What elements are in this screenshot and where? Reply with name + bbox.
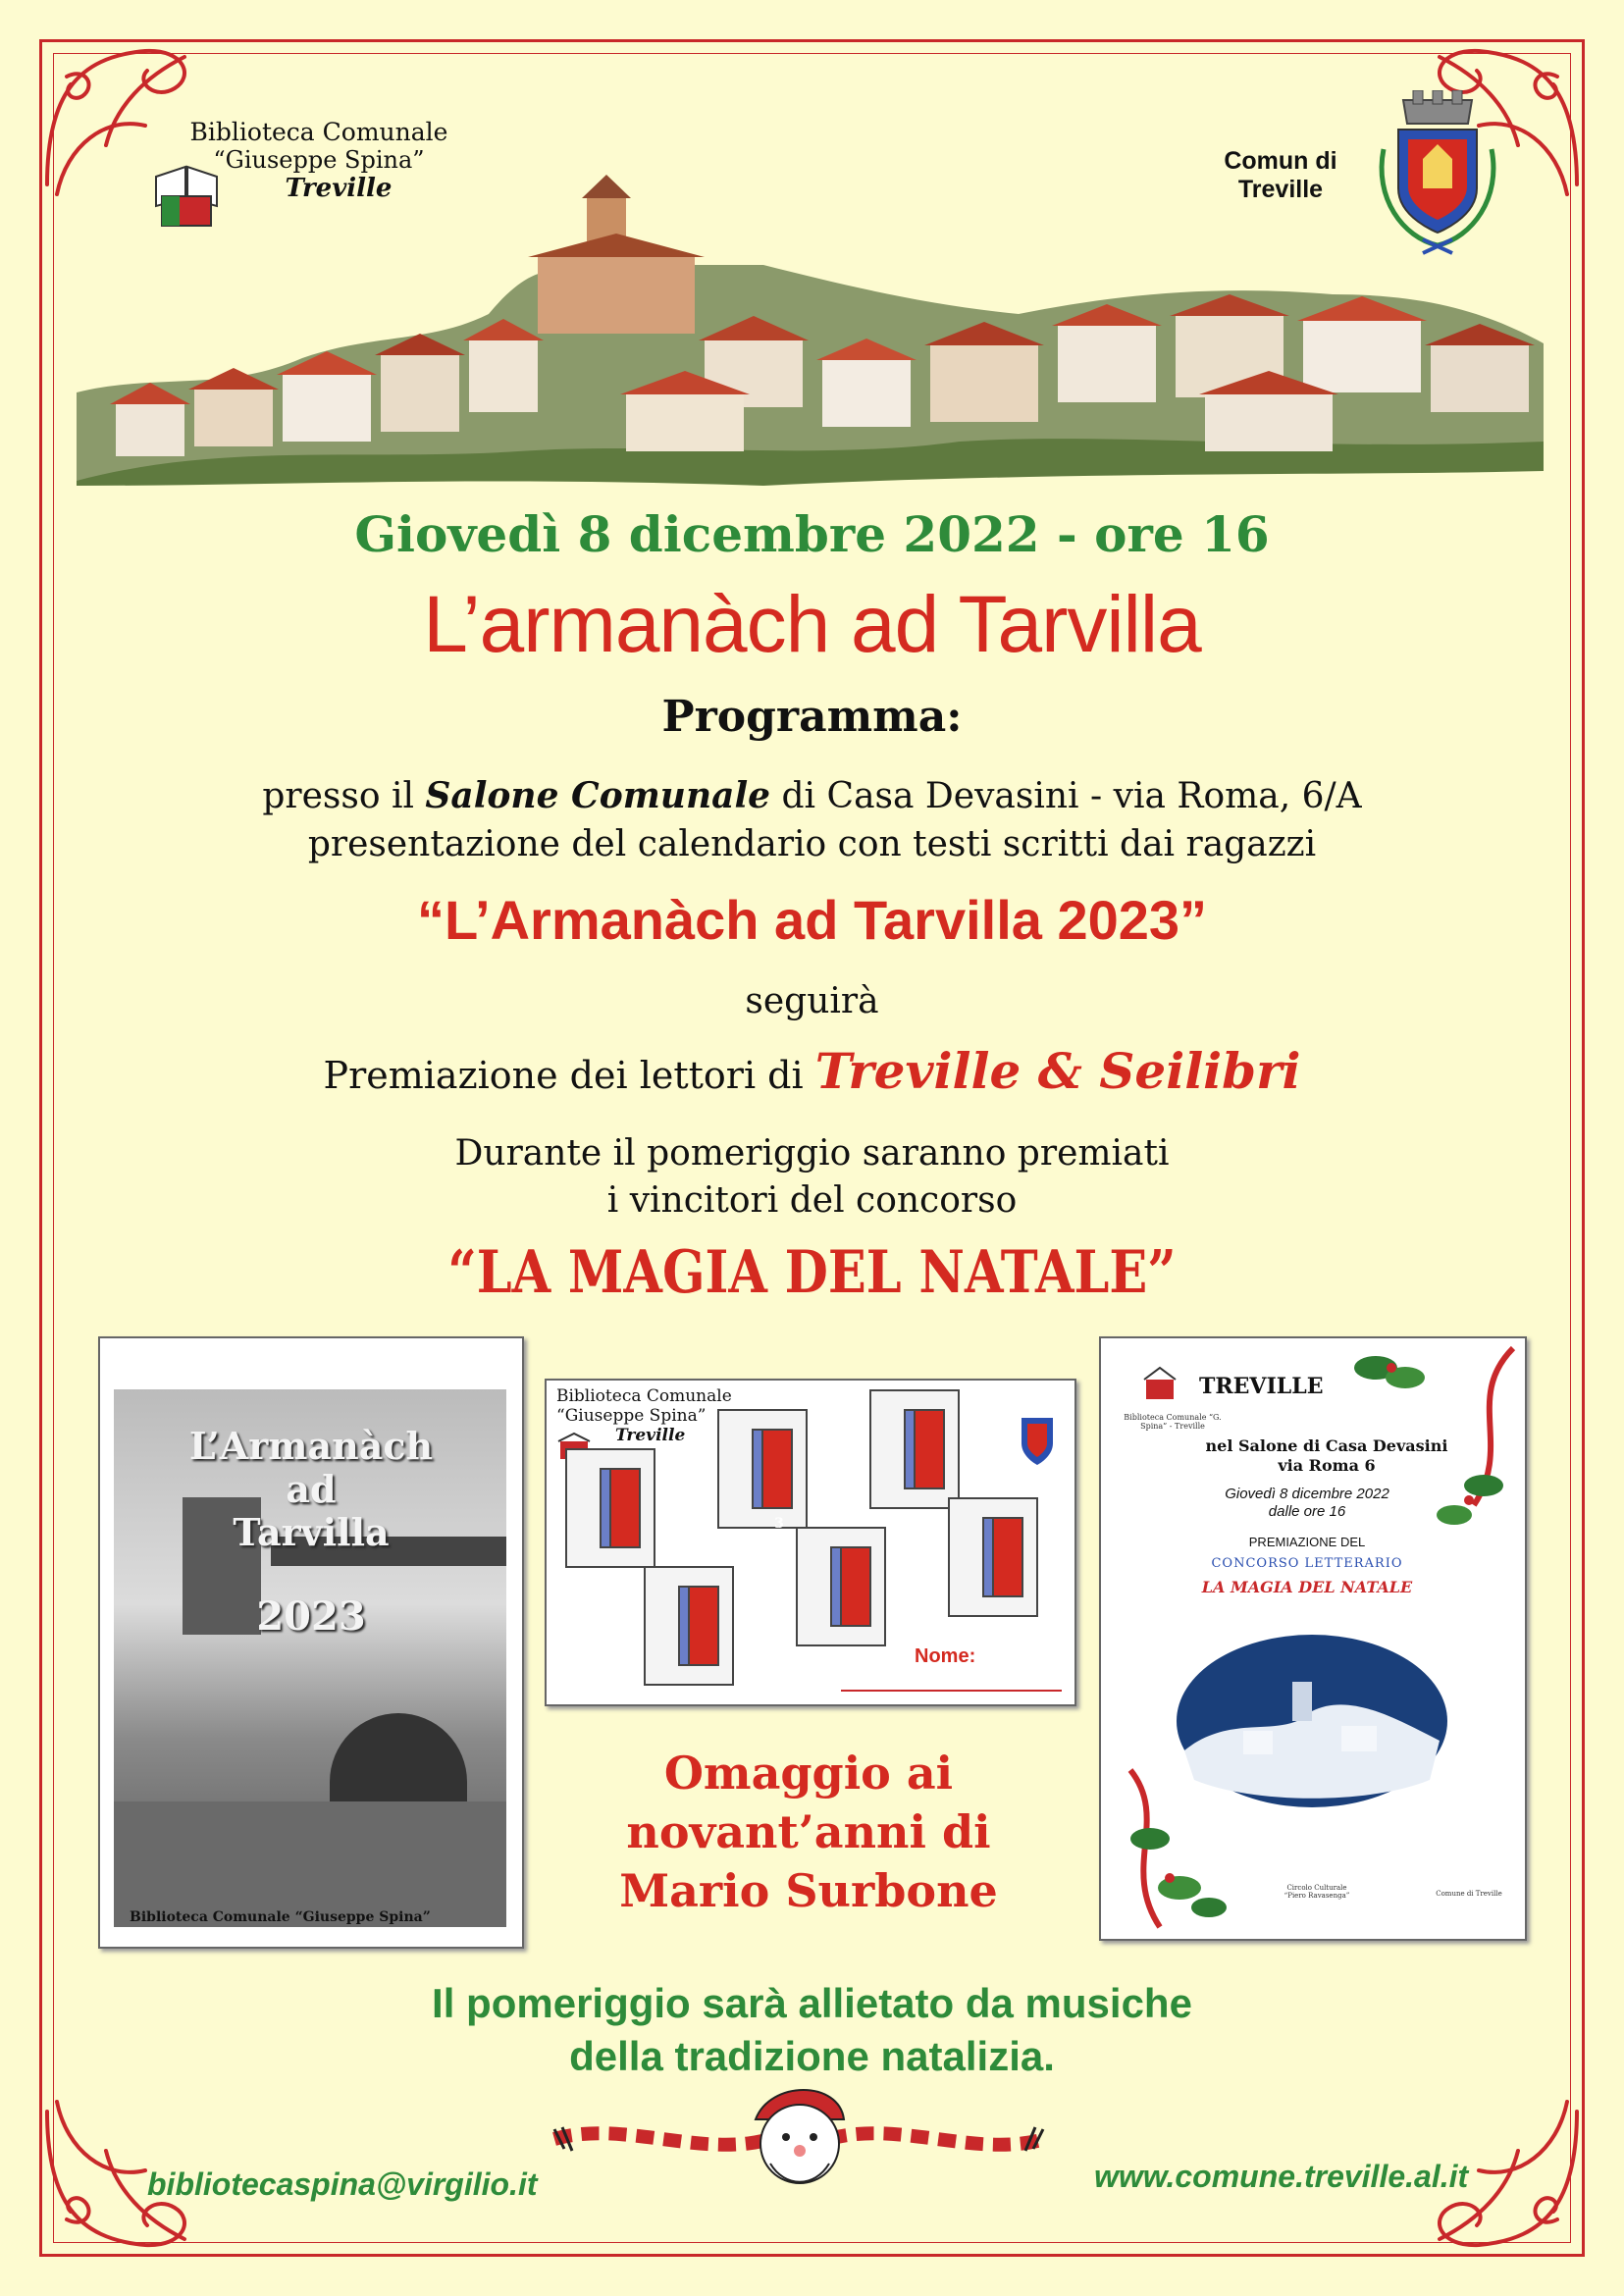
event-date: Giovedì 8 dicembre 2022 - ore 16 [354,505,1270,563]
poster-library-small: Biblioteca Comunale “G. Spina” - Treville [1124,1413,1222,1431]
card-lib-line-3: Treville [615,1426,686,1445]
tribute-line-2: novant’anni di [626,1805,991,1858]
library-name: Biblioteca Comunale [189,118,448,146]
holly-ornament-top [1346,1338,1523,1535]
holly-ornament-bottom [1111,1760,1238,1937]
afternoon-line-1: Durante il pomeriggio saranno premiati [454,1133,1170,1174]
poster-logo-left: Circolo Culturale “Piero Ravasenga” [1283,1884,1350,1900]
reader-card-thumbnail [545,1379,1076,1706]
calendar-title-line-2: ad [286,1467,337,1511]
footer-email[interactable]: bibliotecaspina@virgilio.it [147,2166,538,2202]
tribute-line-1: Omaggio ai [663,1747,954,1800]
calendar-title-line-3: Tarvilla [233,1510,390,1554]
music-line-2: della tradizione natalizia. [569,2033,1055,2079]
card-name-line [841,1690,1062,1692]
card-lib-line-2: “Giuseppe Spina” [556,1406,707,1426]
contest-poster-thumbnail [1099,1336,1527,1941]
venue-suffix: di Casa Devasini - via Roma, 6/A [781,776,1362,816]
poster-date-line-1: Giovedì 8 dicembre 2022 [1225,1486,1389,1502]
book-stack-illustration [547,1381,1074,1704]
poster-town: TREVILLE [1199,1374,1324,1399]
poster-logo-right: Comune di Treville [1436,1890,1502,1898]
venue-name: Salone Comunale [425,775,771,816]
village-panorama-image [77,147,1544,491]
poster-date-line-2: dalle ore 16 [1268,1503,1346,1520]
library-dedication: “Giuseppe Spina” [213,146,425,174]
calendar-footer: Biblioteca Comunale “Giuseppe Spina” [130,1909,431,1925]
calendar-title-line-1: L’Armanàch [188,1424,434,1468]
municipality-town: Treville [1237,176,1324,203]
follow-label: seguirà [745,981,879,1021]
footer-website[interactable]: www.comune.treville.al.it [1094,2159,1469,2194]
card-lib-line-1: Biblioteca Comunale [556,1386,732,1406]
event-title: L’armanàch ad Tarvilla [423,580,1201,669]
tribute-line-3: Mario Surbone [619,1864,998,1917]
poster-book-icon [1140,1364,1179,1403]
calendar-cover-thumbnail [98,1336,524,1949]
music-note [0,1977,1624,2083]
municipality-label: Comun di [1224,147,1337,175]
program-presentation-line: presentazione del calendario con testi scritti dai ragazzi [307,824,1317,864]
poster-award-1: PREMIAZIONE DEL [1248,1535,1366,1549]
poster-award-3: LA MAGIA DEL NATALE [1201,1578,1413,1596]
award-prefix: Premiazione dei lettori di [323,1054,804,1097]
award-name: Treville & Seilibri [814,1042,1301,1100]
calendar-cover-title [100,1425,522,1554]
program-venue-line [0,775,1624,816]
calendar-year: 2023 [256,1593,366,1640]
program-label: Programma: [661,692,963,742]
venue-prefix: presso il [262,776,414,816]
afternoon-line-2: i vincitori del concorso [606,1180,1018,1221]
library-town: Treville [285,174,393,203]
book-label: 3 ville [762,1516,796,1547]
music-line-1: Il pomeriggio sarà allietato da musiche [432,1980,1192,2026]
poster-venue-line-1: nel Salone di Casa Devasini [1205,1436,1448,1455]
santa-scarf-icon [545,2080,1055,2198]
tribute-block [545,1744,1073,1920]
poster-venue-line-2: via Roma 6 [1278,1456,1376,1475]
card-name-label: Nome: [915,1645,976,1667]
award-line [0,1042,1624,1100]
contest-title: “LA MAGIA DEL NATALE” [447,1238,1177,1307]
poster-award-2: CONCORSO LETTERARIO [1211,1556,1403,1571]
calendar-title: “L’Armanàch ad Tarvilla 2023” [416,889,1208,951]
